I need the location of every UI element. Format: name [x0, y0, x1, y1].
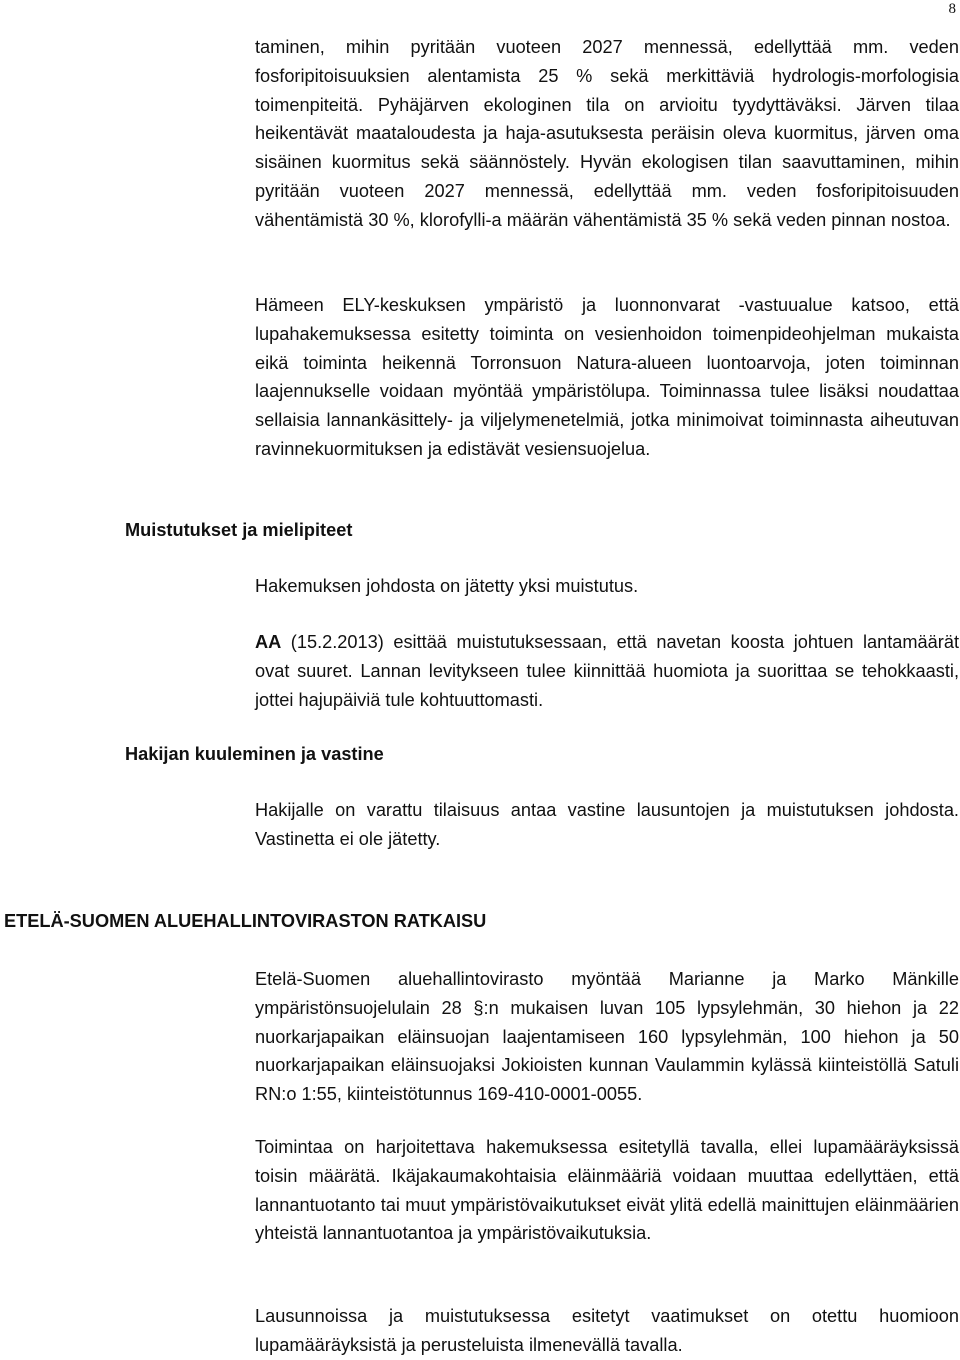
paragraph-text: Etelä-Suomen aluehallintovirasto myöntää Marianne ja Marko Mänkille ympäristönsuojelulain 28 §:n mukaisen luvan 105 lypsylehmän, 30 hiehon ja 22 nuorkarjapaikan eläinsuojan laajentamiseen 160 lypsylehmän, 100 hiehon ja 50 nuorkarjapaikan eläinsuojaksi Jokioisten kunnan Vaulammin kylässä kiinteistöllä Satuli RN:o 1:55, kiinteistötunnus 169-410-0001-0055.	[255, 969, 959, 1105]
paragraph-vastine	[255, 796, 959, 854]
paragraph-text: Hämeen ELY-keskuksen ympäristö ja luonnonvarat -vastuualue katsoo, että lupahakemuksessa esitetty toiminta on vesienhoidon toimenpideohjelman mukaista eikä toiminta heikennä Torronsuon Natura-alueen luontoarvoja, joten toiminnan laajennukselle voidaan myöntää ympäristölupa. Toiminnassa tulee lisäksi noudattaa sellaisia lannankäsittely- ja viljelymenetelmiä, jotka minimoivat toiminnasta aiheutuvan ravinnekuormituksen ja edistävät vesiensuojelua.	[255, 295, 959, 459]
paragraph-text: Lausunnoissa ja muistutuksessa esitetyt vaatimukset on otettu huomioon lupamääräyksistä ja perusteluista ilmenevällä tavalla.	[255, 1306, 959, 1355]
paragraph-requirements	[255, 1302, 959, 1360]
paragraph-water-quality	[255, 33, 959, 235]
paragraph-text-rest: (15.2.2013) esittää muistutuksessaan, että navetan koosta johtuen lantamäärät ovat suuret. Lannan levitykseen tulee kiinnittää huomiota ja suorittaa se tehokkaasti, jottei hajupäiviä tule kohtuuttomasti.	[255, 632, 959, 710]
heading-kuuleminen: Hakijan kuuleminen ja vastine	[125, 744, 384, 764]
paragraph-muistutus-count	[255, 572, 959, 601]
heading-ratkaisu: ETELÄ-SUOMEN ALUEHALLINTOVIRASTON RATKAISU	[4, 911, 487, 931]
paragraph-text	[255, 628, 959, 714]
heading-muistutukset: Muistutukset ja mielipiteet	[125, 520, 353, 540]
paragraph-aa-muistutus	[255, 628, 959, 714]
paragraph-text: Hakemuksen johdosta on jätetty yksi muistutus.	[255, 576, 639, 596]
page-number: 8	[948, 1, 956, 17]
paragraph-ely-statement	[255, 291, 959, 464]
paragraph-text: taminen, mihin pyritään vuoteen 2027 mennessä, edellyttää mm. veden fosforipitoisuuksien alentamista 25 % sekä merkittäviä hydrologis-morfologisia toimenpiteitä. Pyhäjärven ekologinen tila on arvioitu tyydyttäväksi. Järven tilaa heikentävät maataloudesta ja haja-asutuksesta peräisin oleva kuormitus, järven oma sisäinen kuormitus sekä säännöstely. Hyvän ekologisen tilan saavuttaminen, mihin pyritään vuoteen 2027 mennessä, edellyttää mm. veden fosforipitoisuuden vähentämistä 30 %, klorofylli-a määrän vähentämistä 35 % sekä veden pinnan nostoa.	[255, 37, 959, 230]
person-initials: AA	[255, 632, 282, 652]
paragraph-text: Hakijalle on varattu tilaisuus antaa vastine lausuntojen ja muistutuksen johdosta. Vastinetta ei ole jätetty.	[255, 800, 959, 849]
paragraph-text: Toimintaa on harjoitettava hakemuksessa esitetyllä tavalla, ellei lupamääräyksissä toisin määrätä. Ikäjakaumakohtaisia eläinmääriä voidaan muuttaa edellyttäen, että lannantuotanto tai muut ympäristövaikutukset eivät ylitä edellä mainittujen eläinmäärien yhteistä lannantuotantoa ja ympäristövaikutuksia.	[255, 1137, 959, 1244]
paragraph-operation-terms	[255, 1133, 959, 1248]
paragraph-permit-granted	[255, 965, 959, 1109]
